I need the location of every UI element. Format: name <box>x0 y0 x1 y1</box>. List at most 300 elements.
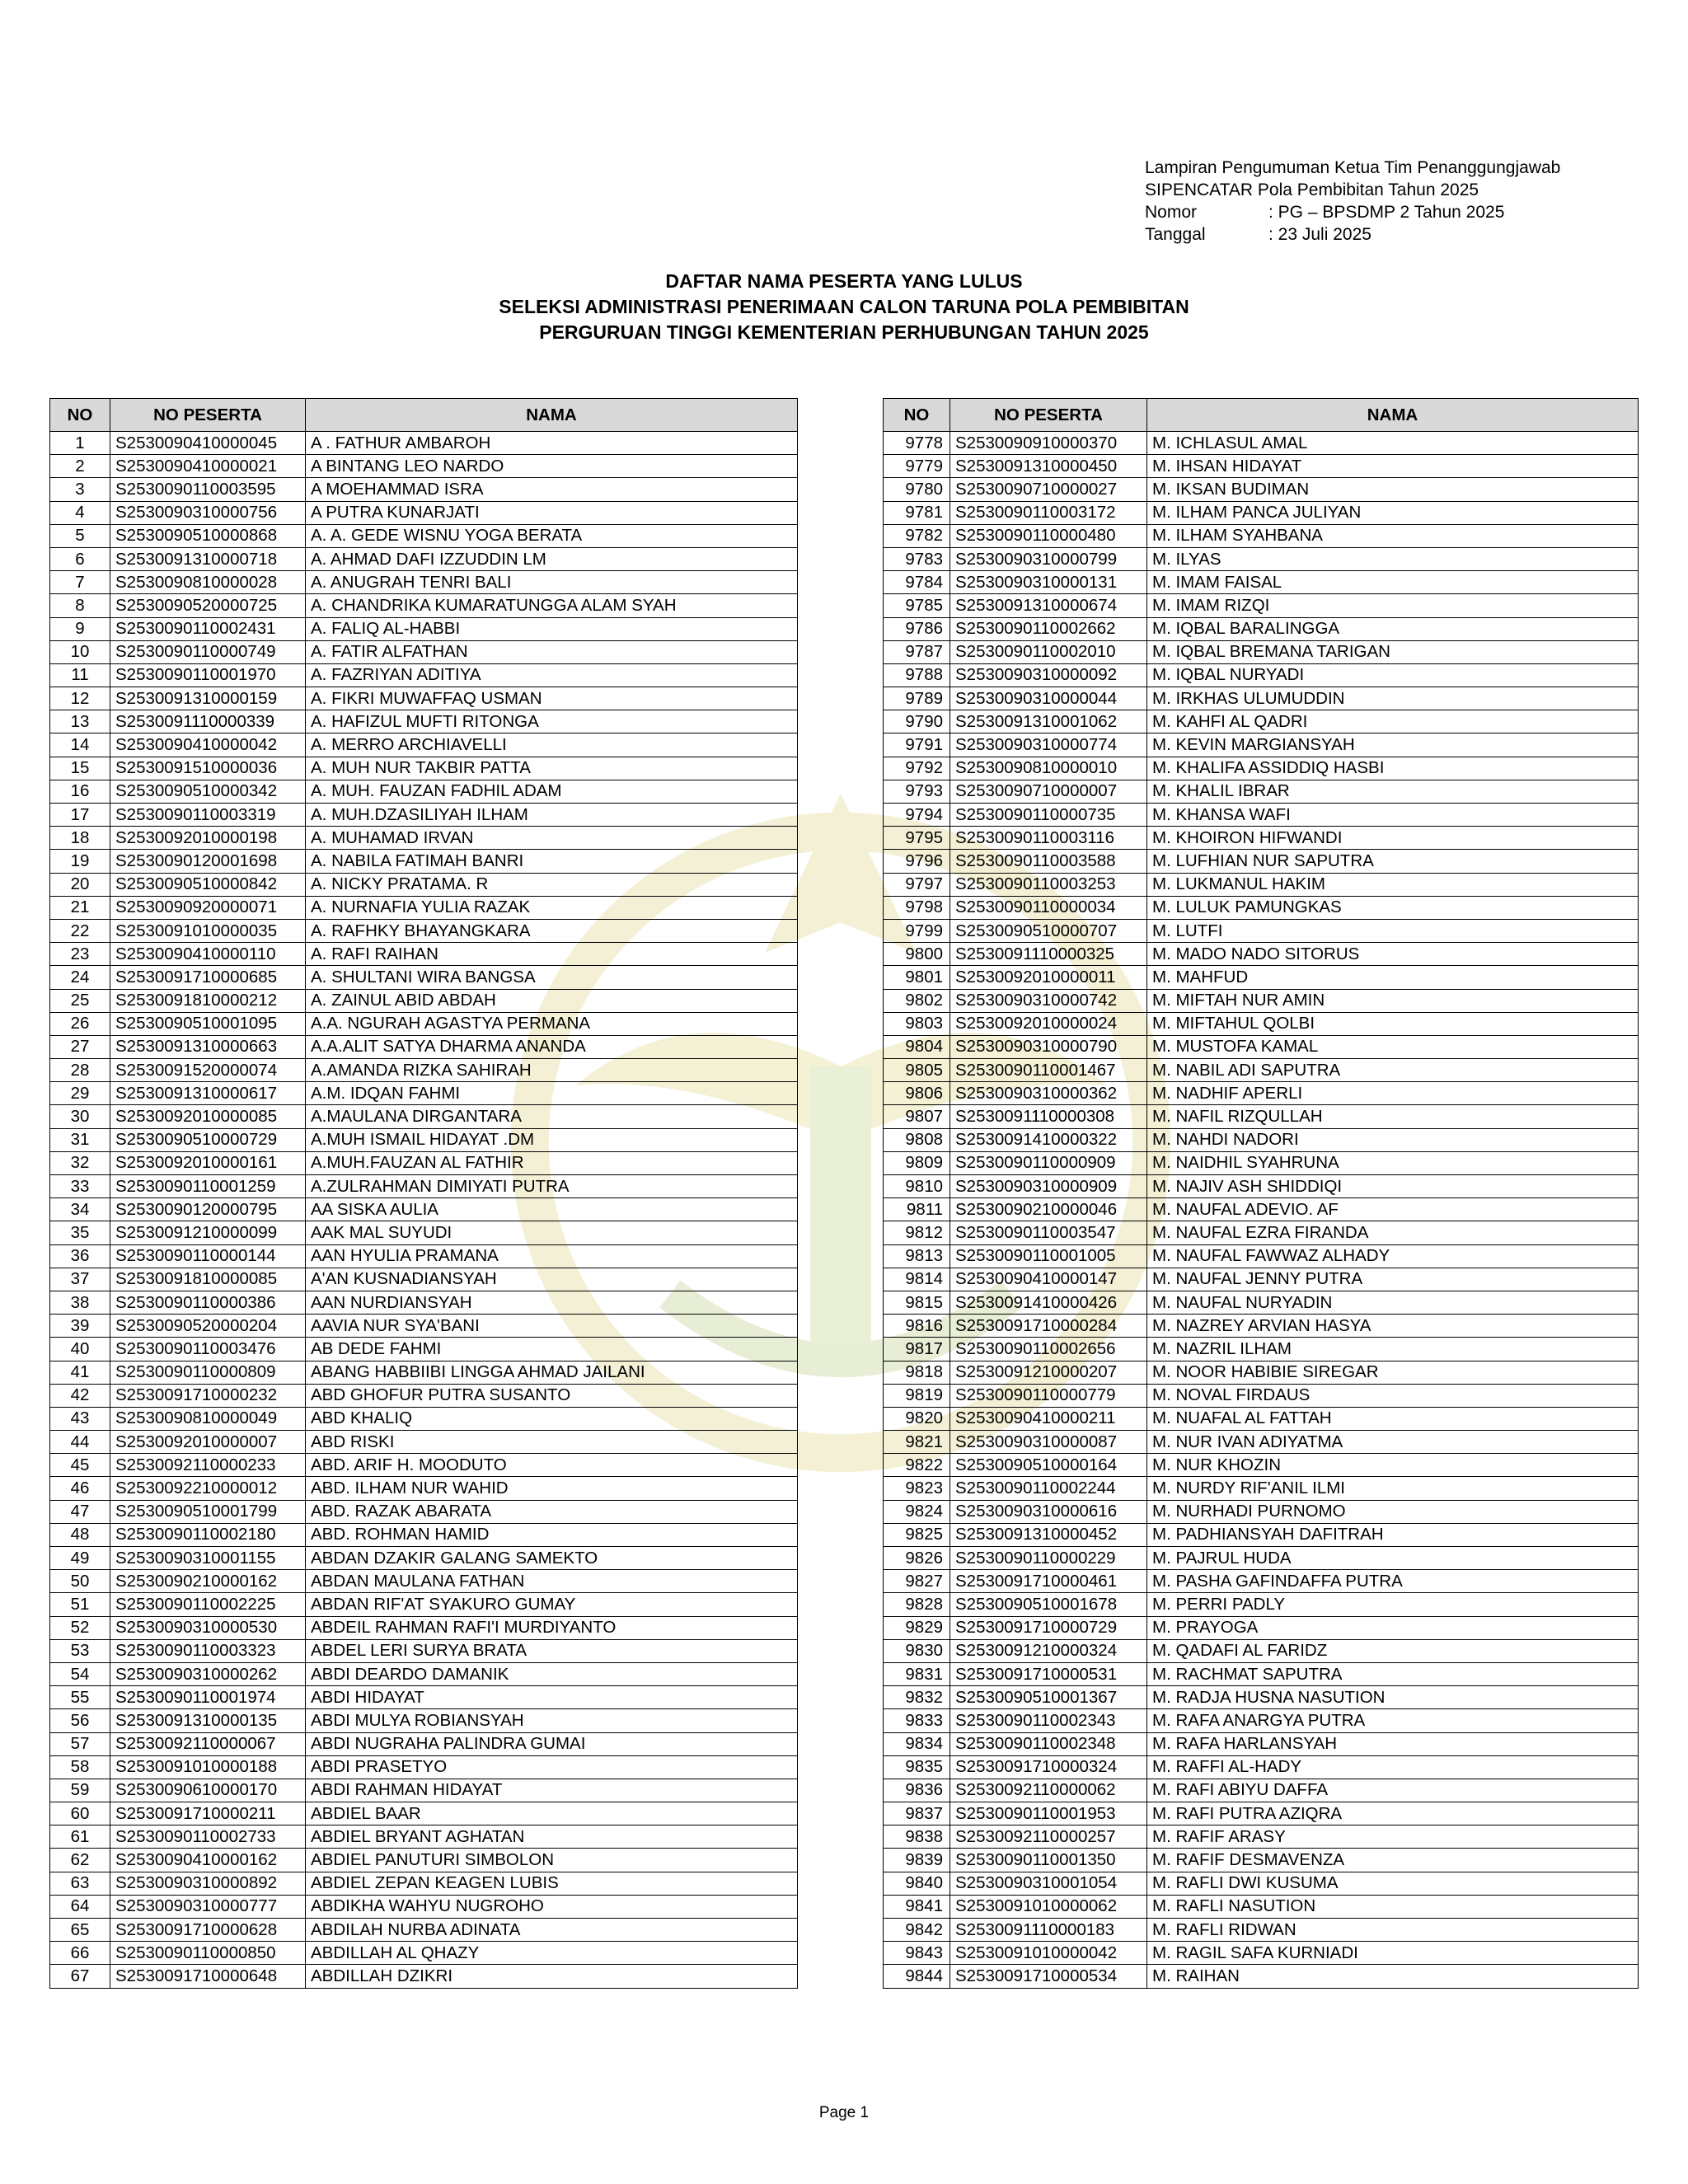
cell-nama: M. RAFLI DWI KUSUMA <box>1147 1872 1639 1895</box>
cell-nama: ABDILLAH DZIKRI <box>306 1965 798 1988</box>
cell-no: 2 <box>50 455 110 478</box>
cell-nama: ABDI DEARDO DAMANIK <box>306 1662 798 1685</box>
cell-nama: M. NOVAL FIRDAUS <box>1147 1384 1639 1407</box>
cell-no: 22 <box>50 919 110 942</box>
table-row <box>50 989 798 1012</box>
cell-no-peserta: S2530090110001350 <box>950 1849 1147 1872</box>
table-row <box>50 571 798 594</box>
cell-nama: M. MAHFUD <box>1147 966 1639 989</box>
cell-no-peserta: S2530090310000799 <box>950 547 1147 570</box>
cell-no-peserta: S2530090510000342 <box>110 780 306 803</box>
cell-nama: M. NAZRIL ILHAM <box>1147 1338 1639 1361</box>
cell-nama: A. NICKY PRATAMA. R <box>306 873 798 896</box>
cell-no: 41 <box>50 1361 110 1384</box>
cell-no: 9841 <box>884 1895 950 1918</box>
table-row <box>884 594 1639 617</box>
cell-nama: M. RAFA ANARGYA PUTRA <box>1147 1709 1639 1732</box>
table-row <box>884 804 1639 827</box>
cell-nama: ABDI MULYA ROBIANSYAH <box>306 1709 798 1732</box>
table-row <box>50 501 798 524</box>
cell-no-peserta: S2530090310000790 <box>950 1035 1147 1058</box>
cell-no: 23 <box>50 943 110 966</box>
cell-nama: M. RAFI ABIYU DAFFA <box>1147 1779 1639 1802</box>
cell-no-peserta: S2530090520000725 <box>110 594 306 617</box>
cell-nama: M. NUR KHOZIN <box>1147 1454 1639 1477</box>
table-row <box>884 780 1639 803</box>
cell-no: 4 <box>50 501 110 524</box>
cell-nama: M. RAGIL SAFA KURNIADI <box>1147 1942 1639 1965</box>
cell-no-peserta: S2530090110002010 <box>950 640 1147 663</box>
cell-nama: A. FIKRI MUWAFFAQ USMAN <box>306 687 798 710</box>
cell-no-peserta: S2530090110002343 <box>950 1709 1147 1732</box>
cell-no: 9790 <box>884 710 950 733</box>
cell-no-peserta: S2530092010000011 <box>950 966 1147 989</box>
cell-no-peserta: S2530090120001698 <box>110 850 306 873</box>
cell-nama: M. RAFIF DESMAVENZA <box>1147 1849 1639 1872</box>
cell-nama: M. KHANSA WAFI <box>1147 804 1639 827</box>
table-row <box>884 1825 1639 1849</box>
cell-no: 9842 <box>884 1919 950 1942</box>
cell-no-peserta: S2530090510000707 <box>950 919 1147 942</box>
table-row <box>50 1547 798 1570</box>
cell-no: 9798 <box>884 896 950 919</box>
cell-nama: M. PRAYOGA <box>1147 1616 1639 1639</box>
cell-no-peserta: S2530090110002733 <box>110 1825 306 1849</box>
cell-no: 9838 <box>884 1825 950 1849</box>
cell-no-peserta: S2530090920000071 <box>110 896 306 919</box>
cell-no: 9823 <box>884 1477 950 1500</box>
cell-nama: A. ZAINUL ABID ABDAH <box>306 989 798 1012</box>
table-row <box>884 896 1639 919</box>
cell-no: 26 <box>50 1012 110 1035</box>
cell-no: 43 <box>50 1407 110 1430</box>
cell-nama: A.AMANDA RIZKA SAHIRAH <box>306 1059 798 1082</box>
cell-no: 9819 <box>884 1384 950 1407</box>
cell-no: 9839 <box>884 1849 950 1872</box>
cell-nama: M. KHOIRON HIFWANDI <box>1147 827 1639 850</box>
cell-nama: ABDAN RIF'AT SYAKURO GUMAY <box>306 1593 798 1616</box>
table-row <box>884 850 1639 873</box>
table-row <box>50 594 798 617</box>
table-row <box>884 827 1639 850</box>
cell-no: 9827 <box>884 1570 950 1593</box>
table-row <box>884 1082 1639 1105</box>
table-row <box>884 1570 1639 1593</box>
cell-no-peserta: S2530092010000085 <box>110 1105 306 1128</box>
cell-no: 1 <box>50 432 110 455</box>
cell-no-peserta: S2530091010000188 <box>110 1755 306 1779</box>
cell-no-peserta: S2530090510001095 <box>110 1012 306 1035</box>
table-row <box>50 1593 798 1616</box>
table-row <box>884 1965 1639 1988</box>
cell-nama: AB DEDE FAHMI <box>306 1338 798 1361</box>
cell-no: 9792 <box>884 757 950 780</box>
cell-no: 9830 <box>884 1639 950 1662</box>
cell-no-peserta: S2530091410000426 <box>950 1291 1147 1314</box>
cell-nama: ABDI NUGRAHA PALINDRA GUMAI <box>306 1732 798 1755</box>
cell-no: 35 <box>50 1221 110 1244</box>
cell-no-peserta: S2530090110001974 <box>110 1686 306 1709</box>
table-row <box>50 1059 798 1082</box>
table-body-right <box>884 432 1639 1989</box>
cell-no: 18 <box>50 827 110 850</box>
cell-no: 20 <box>50 873 110 896</box>
cell-no-peserta: S2530090810000049 <box>110 1407 306 1430</box>
cell-nama: ABDI PRASETYO <box>306 1755 798 1779</box>
cell-nama: M. NAHDI NADORI <box>1147 1128 1639 1151</box>
cell-nama: A.MUH ISMAIL HIDAYAT .DM <box>306 1128 798 1151</box>
table-row <box>884 989 1639 1012</box>
header-no-peserta: NO PESERTA <box>950 399 1147 432</box>
table-row <box>884 478 1639 501</box>
cell-no: 65 <box>50 1919 110 1942</box>
table-row <box>50 432 798 455</box>
cell-no: 37 <box>50 1268 110 1291</box>
table-row <box>884 501 1639 524</box>
cell-no-peserta: S2530091510000036 <box>110 757 306 780</box>
cell-nama: M. NURDY RIF'ANIL ILMI <box>1147 1477 1639 1500</box>
cell-no: 9801 <box>884 966 950 989</box>
cell-no-peserta: S2530091310000452 <box>950 1523 1147 1546</box>
page-number: Page 1 <box>818 2104 870 2121</box>
cell-no: 15 <box>50 757 110 780</box>
table-row <box>50 1221 798 1244</box>
cell-no: 16 <box>50 780 110 803</box>
cell-nama: A MOEHAMMAD ISRA <box>306 478 798 501</box>
cell-no: 39 <box>50 1315 110 1338</box>
cell-nama: M. ILHAM SYAHBANA <box>1147 524 1639 547</box>
cell-nama: M. LUTFI <box>1147 919 1639 942</box>
cell-no: 60 <box>50 1802 110 1825</box>
cell-nama: A.MAULANA DIRGANTARA <box>306 1105 798 1128</box>
cell-no-peserta: S2530090110003595 <box>110 478 306 501</box>
cell-nama: ABD. RAZAK ABARATA <box>306 1500 798 1523</box>
table-row <box>884 919 1639 942</box>
cell-no-peserta: S2530091310000159 <box>110 687 306 710</box>
cell-no: 54 <box>50 1662 110 1685</box>
table-row <box>884 1593 1639 1616</box>
table-row <box>50 733 798 757</box>
cell-no-peserta: S2530090110000749 <box>110 640 306 663</box>
cell-no: 36 <box>50 1244 110 1268</box>
cell-no-peserta: S2530091710000284 <box>950 1315 1147 1338</box>
header-note-line1: Lampiran Pengumuman Ketua Tim Penanggungjawab <box>1145 158 1561 177</box>
cell-no-peserta: S2530090510000868 <box>110 524 306 547</box>
cell-no-peserta: S2530090110001259 <box>110 1175 306 1198</box>
cell-no-peserta: S2530091310000617 <box>110 1082 306 1105</box>
table-row <box>50 1105 798 1128</box>
cell-no-peserta: S2530090410000211 <box>950 1407 1147 1430</box>
cell-nama: A. RAFHKY BHAYANGKARA <box>306 919 798 942</box>
table-row <box>50 1035 798 1058</box>
cell-no-peserta: S2530090110002244 <box>950 1477 1147 1500</box>
header-no: NO <box>884 399 950 432</box>
table-row <box>884 547 1639 570</box>
cell-nama: M. NAZREY ARVIAN HASYA <box>1147 1315 1639 1338</box>
cell-no-peserta: S2530090110000850 <box>110 1942 306 1965</box>
cell-no-peserta: S2530090310000909 <box>950 1175 1147 1198</box>
cell-no-peserta: S2530091710000211 <box>110 1802 306 1825</box>
cell-no-peserta: S2530090110002180 <box>110 1523 306 1546</box>
cell-no-peserta: S2530090310001054 <box>950 1872 1147 1895</box>
cell-no-peserta: S2530090110002225 <box>110 1593 306 1616</box>
table-row <box>884 733 1639 757</box>
cell-no-peserta: S2530092110000067 <box>110 1732 306 1755</box>
cell-nama: M. QADAFI AL FARIDZ <box>1147 1639 1639 1662</box>
table-row <box>50 757 798 780</box>
table-row <box>50 1919 798 1942</box>
cell-no-peserta: S2530090710000007 <box>950 780 1147 803</box>
table-row <box>50 1895 798 1918</box>
cell-no-peserta: S2530090510000164 <box>950 1454 1147 1477</box>
cell-no: 9833 <box>884 1709 950 1732</box>
cell-no-peserta: S2530090110000144 <box>110 1244 306 1268</box>
cell-no: 9821 <box>884 1431 950 1454</box>
table-row <box>884 1268 1639 1291</box>
table-row <box>884 1315 1639 1338</box>
table-row <box>884 1872 1639 1895</box>
cell-nama: ABDILAH NURBA ADINATA <box>306 1919 798 1942</box>
cell-nama: ABDI HIDAYAT <box>306 1686 798 1709</box>
cell-nama: M. IQBAL BREMANA TARIGAN <box>1147 640 1639 663</box>
cell-no-peserta: S2530090110003476 <box>110 1338 306 1361</box>
cell-no-peserta: S2530091710000324 <box>950 1755 1147 1779</box>
cell-nama: A. AHMAD DAFI IZZUDDIN LM <box>306 547 798 570</box>
cell-nama: M. NABIL ADI SAPUTRA <box>1147 1059 1639 1082</box>
cell-no-peserta: S2530092110000257 <box>950 1825 1147 1849</box>
table-row <box>50 1431 798 1454</box>
cell-nama: A. MUH. FAUZAN FADHIL ADAM <box>306 780 798 803</box>
cell-nama: A.M. IDQAN FAHMI <box>306 1082 798 1105</box>
cell-nama: A. NABILA FATIMAH BANRI <box>306 850 798 873</box>
cell-no-peserta: S2530091210000207 <box>950 1361 1147 1384</box>
cell-no-peserta: S2530090310000044 <box>950 687 1147 710</box>
table-row <box>884 1709 1639 1732</box>
cell-no-peserta: S2530092010000007 <box>110 1431 306 1454</box>
cell-nama: M. LULUK PAMUNGKAS <box>1147 896 1639 919</box>
cell-nama: A. MERRO ARCHIAVELLI <box>306 733 798 757</box>
cell-no-peserta: S2530090110003547 <box>950 1221 1147 1244</box>
table-row <box>884 1105 1639 1128</box>
table-row <box>884 617 1639 640</box>
cell-nama: A. NURNAFIA YULIA RAZAK <box>306 896 798 919</box>
cell-no: 63 <box>50 1872 110 1895</box>
table-row <box>884 1755 1639 1779</box>
cell-no-peserta: S2530090110000909 <box>950 1151 1147 1174</box>
cell-no: 9797 <box>884 873 950 896</box>
cell-no: 8 <box>50 594 110 617</box>
cell-no-peserta: S2530090310000742 <box>950 989 1147 1012</box>
cell-nama: M. RAFLI RIDWAN <box>1147 1919 1639 1942</box>
cell-no-peserta: S2530091110000339 <box>110 710 306 733</box>
cell-nama: M. KAHFI AL QADRI <box>1147 710 1639 733</box>
cell-no-peserta: S2530092010000024 <box>950 1012 1147 1035</box>
cell-nama: A'AN KUSNADIANSYAH <box>306 1268 798 1291</box>
cell-no: 9802 <box>884 989 950 1012</box>
cell-nama: M. NAUFAL NURYADIN <box>1147 1291 1639 1314</box>
cell-nama: M. NAUFAL EZRA FIRANDA <box>1147 1221 1639 1244</box>
cell-nama: M. IHSAN HIDAYAT <box>1147 455 1639 478</box>
cell-no-peserta: S2530092010000161 <box>110 1151 306 1174</box>
table-row <box>884 1407 1639 1430</box>
title-line-2: SELEKSI ADMINISTRASI PENERIMAAN CALON TARUNA POLA PEMBIBITAN <box>499 296 1189 317</box>
cell-no: 44 <box>50 1431 110 1454</box>
cell-no: 67 <box>50 1965 110 1988</box>
cell-no-peserta: S2530090310000262 <box>110 1662 306 1685</box>
table-row <box>884 1547 1639 1570</box>
cell-no-peserta: S2530090110001005 <box>950 1244 1147 1268</box>
cell-no: 61 <box>50 1825 110 1849</box>
cell-no: 9815 <box>884 1291 950 1314</box>
cell-no: 47 <box>50 1500 110 1523</box>
cell-no: 9808 <box>884 1128 950 1151</box>
cell-no: 30 <box>50 1105 110 1128</box>
cell-no: 9814 <box>884 1268 950 1291</box>
cell-nama: A BINTANG LEO NARDO <box>306 455 798 478</box>
table-row <box>884 757 1639 780</box>
cell-nama: M. RAFLI NASUTION <box>1147 1895 1639 1918</box>
cell-nama: ABD. ILHAM NUR WAHID <box>306 1477 798 1500</box>
cell-no-peserta: S2530090110001970 <box>110 663 306 687</box>
cell-no-peserta: S2530090520000204 <box>110 1315 306 1338</box>
table-row <box>884 524 1639 547</box>
table-row <box>50 1570 798 1593</box>
table-row <box>50 1338 798 1361</box>
cell-nama: M. NAIDHIL SYAHRUNA <box>1147 1151 1639 1174</box>
table-row <box>884 1361 1639 1384</box>
header-nama: NAMA <box>306 399 798 432</box>
table-row <box>884 966 1639 989</box>
cell-no: 5 <box>50 524 110 547</box>
cell-no-peserta: S2530090110000480 <box>950 524 1147 547</box>
cell-nama: M. PAJRUL HUDA <box>1147 1547 1639 1570</box>
cell-no: 9831 <box>884 1662 950 1685</box>
nomor-row <box>1145 201 1560 223</box>
cell-no: 9794 <box>884 804 950 827</box>
cell-no-peserta: S2530090510001799 <box>110 1500 306 1523</box>
cell-no: 9778 <box>884 432 950 455</box>
table-row <box>884 1523 1639 1546</box>
cell-nama: A.MUH.FAUZAN AL FATHIR <box>306 1151 798 1174</box>
cell-nama: M. LUFHIAN NUR SAPUTRA <box>1147 850 1639 873</box>
cell-nama: ABDIEL ZEPAN KEAGEN LUBIS <box>306 1872 798 1895</box>
table-row <box>884 1035 1639 1058</box>
cell-no: 9810 <box>884 1175 950 1198</box>
cell-nama: M. NADHIF APERLI <box>1147 1082 1639 1105</box>
cell-nama: M. RACHMAT SAPUTRA <box>1147 1662 1639 1685</box>
cell-nama: M. NURHADI PURNOMO <box>1147 1500 1639 1523</box>
cell-no-peserta: S2530092210000012 <box>110 1477 306 1500</box>
cell-no-peserta: S2530090310000092 <box>950 663 1147 687</box>
cell-no-peserta: S2530090310000774 <box>950 733 1147 757</box>
cell-no-peserta: S2530091110000308 <box>950 1105 1147 1128</box>
table-row <box>50 663 798 687</box>
cell-nama: AAN NURDIANSYAH <box>306 1291 798 1314</box>
cell-no-peserta: S2530090410000042 <box>110 733 306 757</box>
cell-no-peserta: S2530091010000042 <box>950 1942 1147 1965</box>
table-row <box>884 1477 1639 1500</box>
cell-nama: AA SISKA AULIA <box>306 1198 798 1221</box>
cell-no-peserta: S2530091010000062 <box>950 1895 1147 1918</box>
table-row <box>884 1779 1639 1802</box>
cell-no-peserta: S2530090310000892 <box>110 1872 306 1895</box>
cell-no-peserta: S2530090110001467 <box>950 1059 1147 1082</box>
cell-nama: AAN HYULIA PRAMANA <box>306 1244 798 1268</box>
cell-no-peserta: S2530091710000534 <box>950 1965 1147 1988</box>
cell-no-peserta: S2530090110000386 <box>110 1291 306 1314</box>
cell-no-peserta: S2530090110000735 <box>950 804 1147 827</box>
table-row <box>50 1151 798 1174</box>
cell-no: 34 <box>50 1198 110 1221</box>
table-row <box>50 1291 798 1314</box>
cell-no: 64 <box>50 1895 110 1918</box>
cell-nama: M. MIFTAHUL QOLBI <box>1147 1012 1639 1035</box>
cell-no: 29 <box>50 1082 110 1105</box>
cell-no: 38 <box>50 1291 110 1314</box>
cell-nama: M. NAUFAL FAWWAZ ALHADY <box>1147 1244 1639 1268</box>
table-row <box>50 687 798 710</box>
cell-nama: M. PASHA GAFINDAFFA PUTRA <box>1147 1570 1639 1593</box>
cell-no: 56 <box>50 1709 110 1732</box>
cell-no: 19 <box>50 850 110 873</box>
cell-no: 9812 <box>884 1221 950 1244</box>
cell-no-peserta: S2530090510000729 <box>110 1128 306 1151</box>
cell-no-peserta: S2530091710000729 <box>950 1616 1147 1639</box>
cell-no-peserta: S2530090310000362 <box>950 1082 1147 1105</box>
table-row <box>884 571 1639 594</box>
table-row <box>884 943 1639 966</box>
cell-nama: A. HAFIZUL MUFTI RITONGA <box>306 710 798 733</box>
cell-no-peserta: S2530091310000450 <box>950 455 1147 478</box>
cell-no: 9844 <box>884 1965 950 1988</box>
table-row <box>50 1732 798 1755</box>
cell-no-peserta: S2530090110002662 <box>950 617 1147 640</box>
table-row <box>884 1616 1639 1639</box>
cell-no-peserta: S2530091310001062 <box>950 710 1147 733</box>
nomor-value: : PG – BPSDMP 2 Tahun 2025 <box>1268 203 1505 222</box>
cell-no: 9837 <box>884 1802 950 1825</box>
cell-nama: M. ICHLASUL AMAL <box>1147 432 1639 455</box>
cell-nama: A. FALIQ AL-HABBI <box>306 617 798 640</box>
cell-nama: AAK MAL SUYUDI <box>306 1221 798 1244</box>
cell-no-peserta: S2530090310000756 <box>110 501 306 524</box>
table-header-row <box>884 399 1639 432</box>
cell-no: 9825 <box>884 1523 950 1546</box>
table-row <box>50 1965 798 1988</box>
cell-nama: M. KEVIN MARGIANSYAH <box>1147 733 1639 757</box>
cell-nama: M. IMAM FAISAL <box>1147 571 1639 594</box>
cell-no: 55 <box>50 1686 110 1709</box>
cell-no-peserta: S2530091310000718 <box>110 547 306 570</box>
cell-nama: ABDAN MAULANA FATHAN <box>306 1570 798 1593</box>
cell-no: 50 <box>50 1570 110 1593</box>
cell-no: 66 <box>50 1942 110 1965</box>
table-row <box>50 1384 798 1407</box>
cell-no-peserta: S2530092110000062 <box>950 1779 1147 1802</box>
cell-no: 9791 <box>884 733 950 757</box>
cell-no: 9786 <box>884 617 950 640</box>
cell-nama: M. ILHAM PANCA JULIYAN <box>1147 501 1639 524</box>
cell-no-peserta: S2530091710000531 <box>950 1662 1147 1685</box>
cell-no: 51 <box>50 1593 110 1616</box>
table-row <box>50 478 798 501</box>
cell-nama: ABDIEL BRYANT AGHATAN <box>306 1825 798 1849</box>
cell-no: 49 <box>50 1547 110 1570</box>
cell-nama: ABD RISKI <box>306 1431 798 1454</box>
table-row <box>884 432 1639 455</box>
table-row <box>884 1198 1639 1221</box>
cell-no-peserta: S2530090110003319 <box>110 804 306 827</box>
